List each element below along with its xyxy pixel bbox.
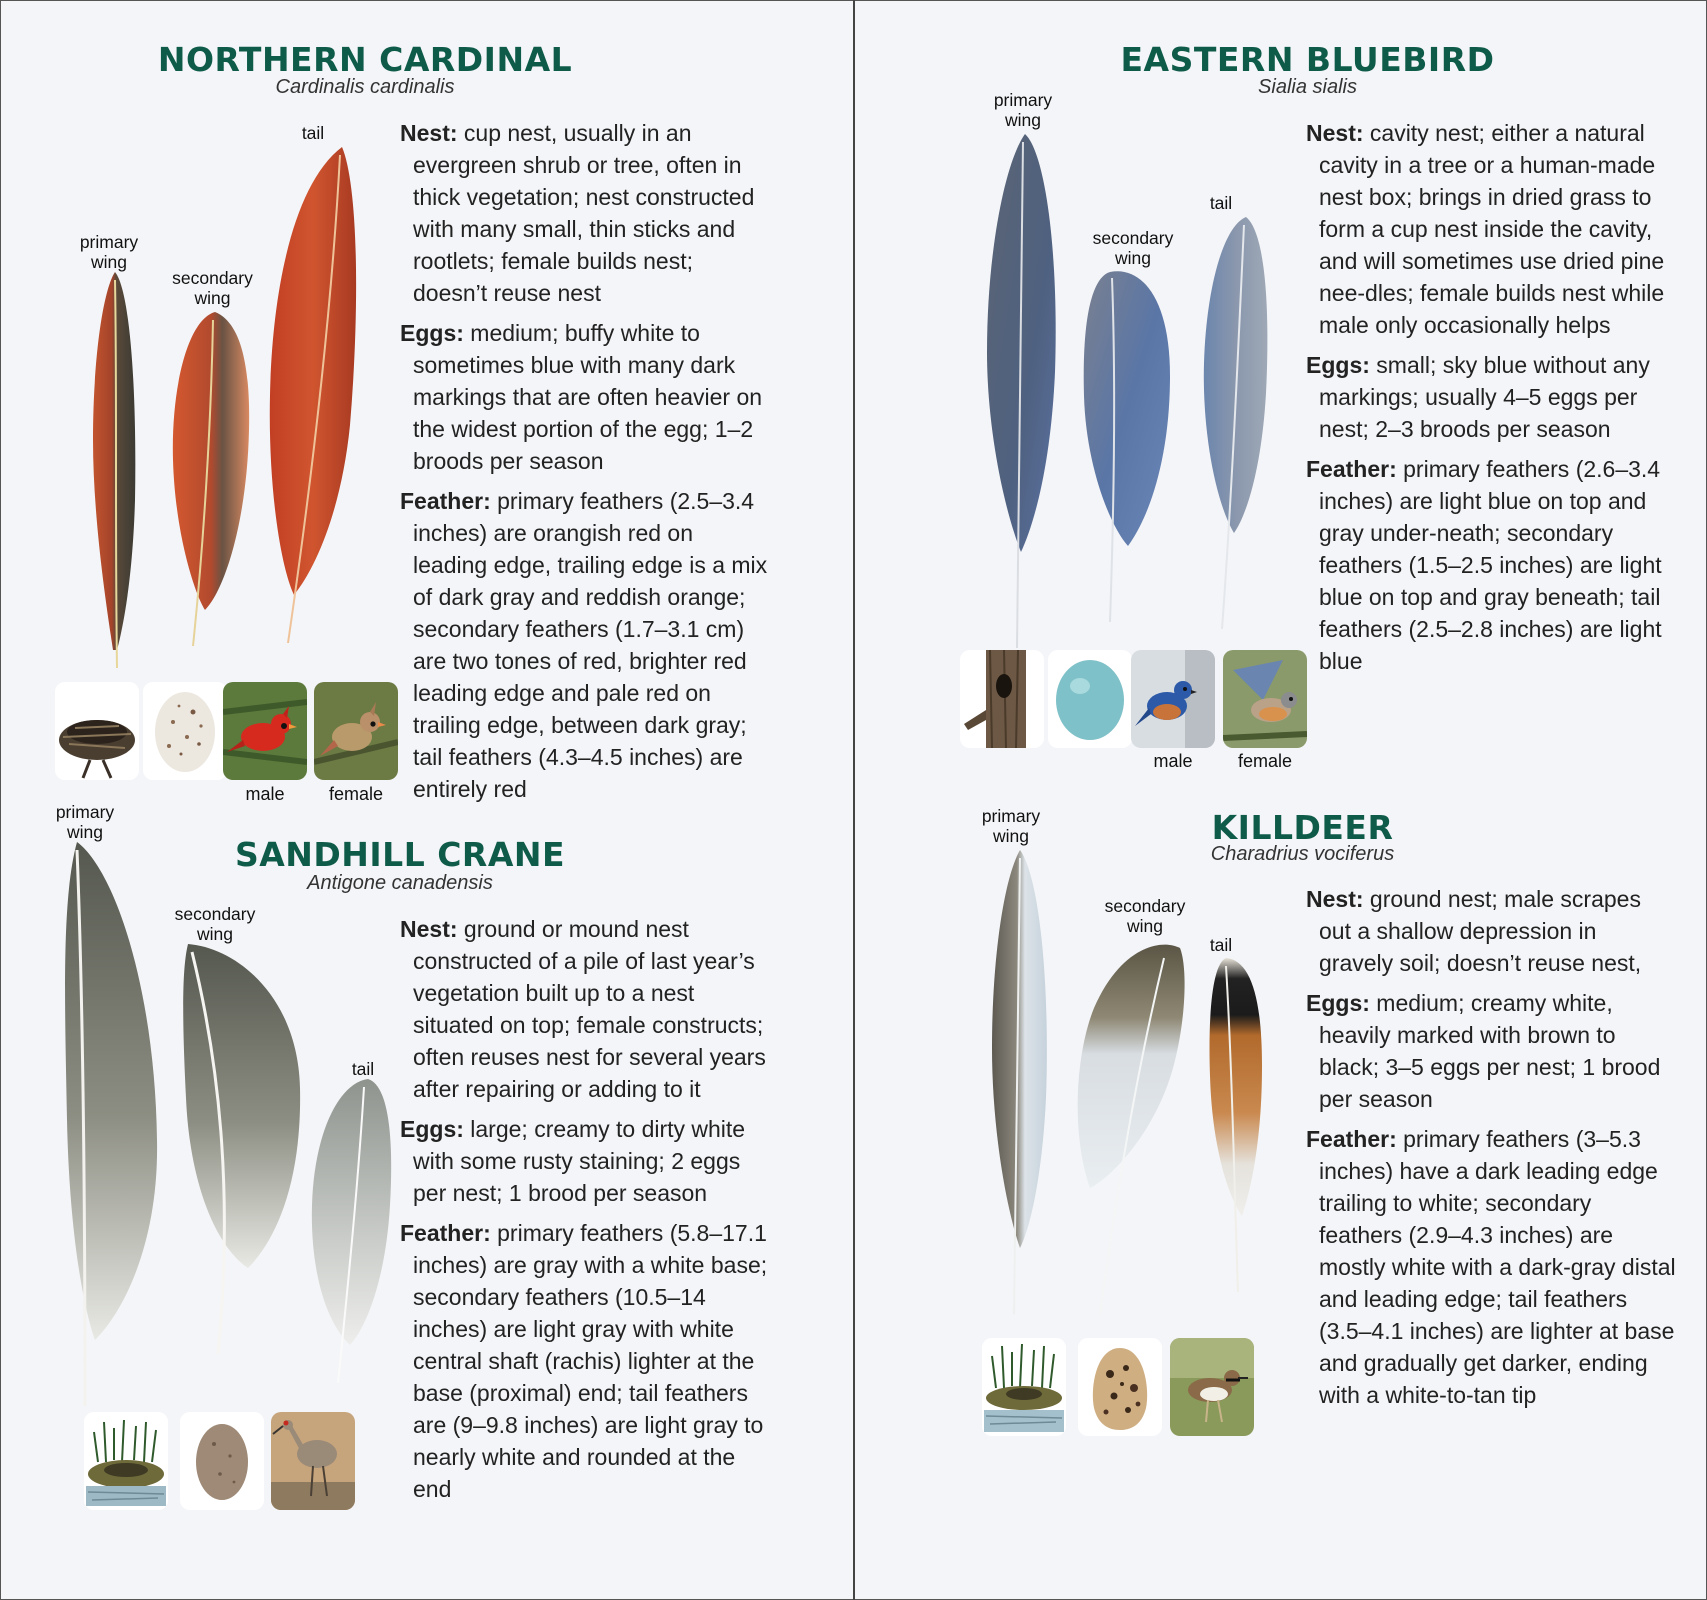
cardinal-primary-label: primary wing — [79, 232, 139, 272]
crane-nest-thumb — [84, 1412, 168, 1510]
bluebird-eggs-text: small; sky blue without any markings; usually 4–5 eggs per nest; 2–3 broods per season — [1319, 352, 1650, 442]
crane-description — [400, 913, 768, 1513]
bluebird-primary-label: primary wing — [993, 90, 1053, 130]
cardinal-nest-text: cup nest, usually in an evergreen shrub or tree, often in thick vegetation; nest constructed with many small, thin sticks and rootlets; female builds nest; doesn’t reuse nest — [413, 120, 755, 306]
bluebird-egg-thumb — [1048, 650, 1132, 748]
killdeer-bird-thumb — [1170, 1338, 1254, 1436]
crane-egg-thumb — [180, 1412, 264, 1510]
bluebird-secondary-feather — [1070, 266, 1180, 626]
bluebird-feather-text: primary feathers (2.6–3.4 inches) are light blue on top and gray under-neath; secondary feathers (1.5–2.5 inches) are light blue on top and gray beneath; tail feathers (2.5–2.8 inches) are light blue — [1319, 456, 1662, 674]
bluebird-eggs-label: Eggs: — [1306, 352, 1370, 378]
killdeer-feather-label: Feather: — [1306, 1126, 1397, 1152]
cardinal-male-label: male — [245, 784, 285, 804]
killdeer-nest-thumb — [982, 1338, 1066, 1436]
crane-eggs-paragraph — [400, 1113, 768, 1209]
cardinal-secondary-feather — [165, 310, 255, 650]
killdeer-eggs-label: Eggs: — [1306, 990, 1370, 1016]
bluebird-eggs-paragraph — [1306, 349, 1676, 445]
killdeer-eggs-text: medium; creamy white, heavily marked with brown to black; 3–5 eggs per nest; 1 brood per season — [1319, 990, 1661, 1112]
bluebird-feather-paragraph — [1306, 453, 1676, 677]
killdeer-egg-thumb — [1078, 1338, 1162, 1436]
crane-feather-paragraph — [400, 1217, 768, 1505]
cardinal-male-thumb — [223, 682, 307, 780]
killdeer-primary-feather — [980, 848, 1060, 1318]
bluebird-tail-feather — [1192, 213, 1272, 633]
cardinal-primary-feather — [85, 270, 145, 670]
crane-primary-label: primary wing — [55, 802, 115, 842]
crane-feather-label: Feather: — [400, 1220, 491, 1246]
bluebird-title: EASTERN BLUEBIRD — [1120, 40, 1495, 79]
page-divider — [853, 0, 855, 1600]
crane-nest-paragraph — [400, 913, 768, 1105]
killdeer-eggs-paragraph — [1306, 987, 1676, 1115]
crane-bird-thumb — [271, 1412, 355, 1510]
bluebird-male-label: male — [1153, 751, 1193, 771]
cardinal-eggs-text: medium; buffy white to sometimes blue with many dark markings that are often heavier on the widest portion of the egg; 1–2 broods per season — [413, 320, 763, 474]
crane-nest-text: ground or mound nest constructed of a pile of last year’s vegetation built up to a nest situated on top; female constructs; often reuses nest for several years after repairing or adding to it — [413, 916, 766, 1102]
killdeer-scientific-name: Charadrius vociferus — [1210, 843, 1395, 865]
bluebird-female-label: female — [1237, 751, 1293, 771]
killdeer-title: KILLDEER — [1211, 808, 1394, 847]
killdeer-nest-paragraph — [1306, 883, 1676, 979]
cardinal-title: NORTHERN CARDINAL — [157, 40, 573, 79]
bluebird-primary-feather — [975, 132, 1070, 652]
cardinal-tail-label: tail — [301, 123, 325, 143]
bluebird-male-thumb — [1131, 650, 1215, 748]
killdeer-description — [1306, 883, 1676, 1419]
crane-secondary-feather — [178, 938, 308, 1358]
cardinal-description — [400, 117, 768, 813]
cardinal-nest-thumb — [55, 682, 139, 780]
cardinal-feather-text: primary feathers (2.5–3.4 inches) are orangish red on leading edge, trailing edge is a mix of dark gray and reddish orange; secondary feathers (1.7–3.1 cm) are two tones of red, brighter red leading edge and pale red on trailing edge, between dark gray; tail feathers (4.3–4.5 inches) are entirely red — [413, 488, 768, 802]
cardinal-tail-feather — [262, 145, 362, 645]
bluebird-tail-label: tail — [1209, 193, 1233, 213]
killdeer-feather-paragraph — [1306, 1123, 1676, 1411]
cardinal-nest-paragraph — [400, 117, 768, 309]
bluebird-nest-paragraph — [1306, 117, 1676, 341]
bluebird-nest-thumb — [960, 650, 1044, 748]
crane-eggs-text: large; creamy to dirty white with some rusty staining; 2 eggs per nest; 1 brood per season — [413, 1116, 746, 1206]
cardinal-feather-label: Feather: — [400, 488, 491, 514]
cardinal-feather-paragraph — [400, 485, 768, 805]
cardinal-female-thumb — [314, 682, 398, 780]
bluebird-nest-text: cavity nest; either a natural cavity in a tree or a human-made nest box; brings in dried grass to form a cup nest inside the cavity, and will sometimes use dried pine nee-dles; female builds nest while male only occasionally helps — [1319, 120, 1665, 338]
crane-nest-label: Nest: — [400, 916, 458, 942]
crane-title: SANDHILL CRANE — [234, 835, 566, 874]
cardinal-egg-thumb — [143, 682, 227, 780]
crane-feather-text: primary feathers (5.8–17.1 inches) are gray with a white base; secondary feathers (10.5–14 inches) are light gray with white central shaft (rachis) lighter at the base (proximal) end; tail feathers are (9–9.8 inches) are light gray to nearly white and rounded at the end — [413, 1220, 768, 1502]
cardinal-eggs-label: Eggs: — [400, 320, 464, 346]
cardinal-nest-label: Nest: — [400, 120, 458, 146]
killdeer-secondary-label: secondary wing — [1104, 896, 1186, 936]
cardinal-eggs-paragraph — [400, 317, 768, 477]
crane-secondary-label: secondary wing — [174, 904, 256, 944]
bluebird-description — [1306, 117, 1676, 685]
killdeer-tail-feather — [1192, 956, 1272, 1296]
killdeer-secondary-feather — [1060, 938, 1190, 1318]
bluebird-feather-label: Feather: — [1306, 456, 1397, 482]
killdeer-tail-label: tail — [1209, 935, 1233, 955]
killdeer-feather-text: primary feathers (3–5.3 inches) have a dark leading edge trailing to white; secondary feathers (2.9–4.3 inches) are mostly white with a dark-gray distal and leading edge; tail feathers (3.5–4.1 inches) are lighter at base and gradually get darker, ending with a white-to-tan tip — [1319, 1126, 1676, 1408]
crane-primary-feather — [55, 840, 165, 1410]
crane-tail-label: tail — [351, 1059, 375, 1079]
bluebird-secondary-label: secondary wing — [1092, 228, 1174, 268]
cardinal-female-label: female — [328, 784, 384, 804]
bluebird-female-thumb — [1223, 650, 1307, 748]
killdeer-primary-label: primary wing — [981, 806, 1041, 846]
crane-tail-feather — [298, 1075, 398, 1385]
killdeer-nest-text: ground nest; male scrapes out a shallow depression in gravely soil; doesn’t reuse nest, — [1319, 886, 1642, 976]
killdeer-nest-label: Nest: — [1306, 886, 1364, 912]
crane-eggs-label: Eggs: — [400, 1116, 464, 1142]
bluebird-scientific-name: Sialia sialis — [1258, 76, 1357, 98]
crane-scientific-name: Antigone canadensis — [307, 872, 493, 894]
cardinal-secondary-label: secondary wing — [172, 268, 253, 308]
cardinal-scientific-name: Cardinalis cardinalis — [275, 76, 455, 98]
bluebird-nest-label: Nest: — [1306, 120, 1364, 146]
